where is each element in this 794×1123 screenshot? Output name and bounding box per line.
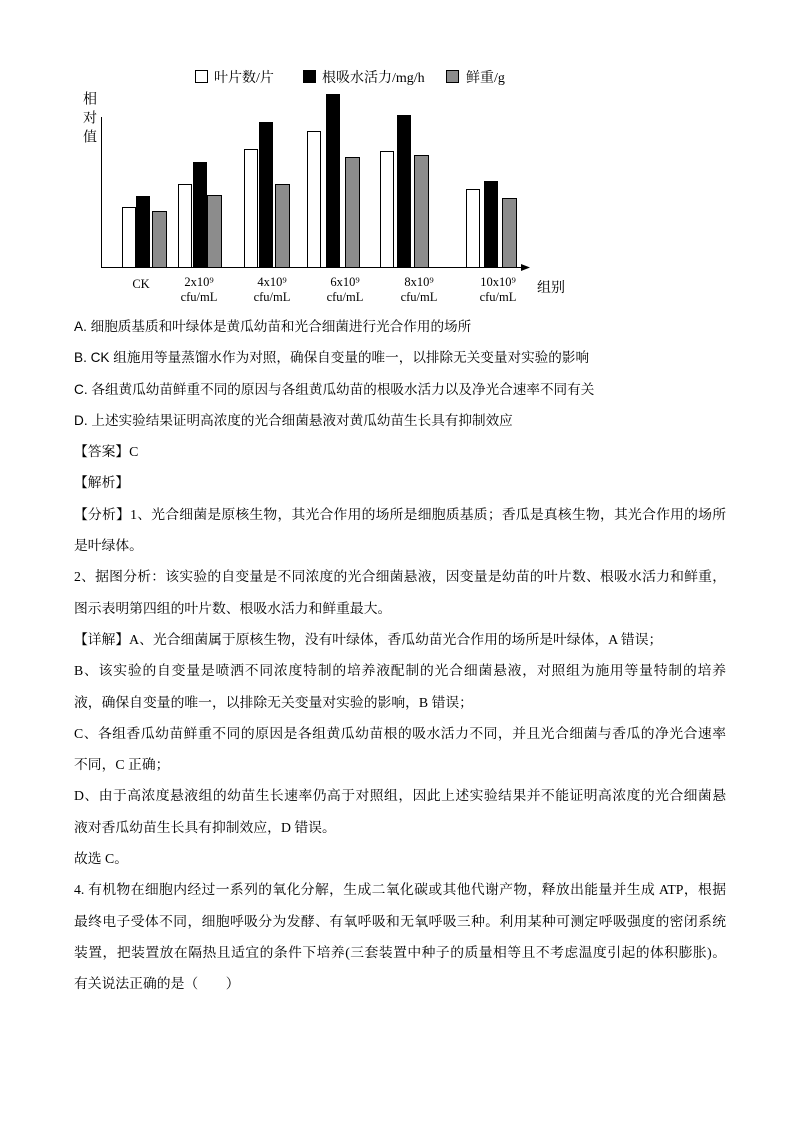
bar-fresh-weight-5 [503,199,517,268]
x-axis-arrow [521,264,530,271]
x-tick-label-3-1: cfu/mL [326,290,364,304]
question-line: 有关说法正确的是（ ） [74,976,240,992]
document-body [74,311,726,1000]
x-tick-label-5-1: cfu/mL [479,290,517,304]
x-tick-label-1-0: 2x10⁹ [184,275,214,289]
legend-label-root-water-absorption: 根吸水活力/mg/h [322,71,425,86]
detail-line: 【详解】A、光合细菌属于原核生物，没有叶绿体，香瓜幼苗光合作用的场所是叶绿体，A 错误； [74,631,663,647]
bar-leaf-count-5 [467,190,480,268]
x-tick-label-3-0: 6x10⁹ [330,275,360,289]
bar-fresh-weight-4 [415,156,429,268]
detail-line: 液，确保自变量的唯一，以排除无关变量对实验的影响，B 错误； [74,694,473,710]
bar-leaf-count-3 [308,132,321,268]
analysis-line: 是叶绿体。 [74,538,143,554]
detail-line: 液对香瓜幼苗生长具有抑制效应，D 错误。 [74,819,336,835]
bar-chart [0,0,794,310]
conclusion-line: 故选 C。 [74,851,129,867]
bar-root-water-absorption-0 [137,197,150,268]
bars [123,95,517,268]
analysis-line: 2、据图分析：该实验的自变量是不同浓度的光合细菌悬液，因变量是幼苗的叶片数、根吸水活力和鲜重， [74,569,726,585]
bar-fresh-weight-1 [208,196,222,268]
bar-root-water-absorption-4 [398,116,411,268]
detail-line: C、各组香瓜幼苗鲜重不同的原因是各组黄瓜幼苗根的吸水活力不同，并且光合细菌与香瓜的净光合速率 [74,725,726,741]
bar-root-water-absorption-5 [485,182,498,268]
legend-swatch-root-water-absorption [304,71,316,83]
legend-swatch-leaf-count [196,71,208,83]
question-line: 装置，把装置放在隔热且适宜的条件下培养(三套装置中种子的质量相等且不考虑温度引起的体积膨胀)。 [74,944,726,960]
x-tick-label-2-1: cfu/mL [253,290,291,304]
bar-fresh-weight-0 [153,212,167,268]
x-tick-labels [132,275,516,304]
question-line: 最终电子受体不同，细胞呼吸分为发酵、有氧呼吸和无氧呼吸三种。利用某种可测定呼吸强度的密闭系统 [74,913,726,929]
bar-root-water-absorption-1 [194,163,207,268]
analysis-line: 【分析】1、光合细菌是原核生物，其光合作用的场所是细胞质基质；香瓜是真核生物，其光合作用的场所 [74,506,726,522]
x-tick-label-4-1: cfu/mL [400,290,438,304]
legend-label-fresh-weight: 鲜重/g [466,71,505,86]
x-axis-label: 组别 [537,281,565,296]
x-tick-label-4-0: 8x10⁹ [404,275,434,289]
bar-leaf-count-2 [245,150,258,268]
option-c: C. 各组黄瓜幼苗鲜重不同的原因与各组黄瓜幼苗的根吸水活力以及净光合速率不同有关 [74,381,595,397]
bar-root-water-absorption-2 [260,123,273,268]
bar-root-water-absorption-3 [327,95,340,268]
bar-leaf-count-1 [179,185,192,268]
legend-swatch-fresh-weight [447,71,459,83]
detail-line: 不同，C 正确； [74,757,170,773]
x-tick-label-2-0: 4x10⁹ [257,275,287,289]
legend-label-leaf-count: 叶片数/片 [214,71,274,86]
question-line: 4. 有机物在细胞内经过一系列的氧化分解，生成二氧化碳或其他代谢产物，释放出能量并生成 ATP，根据 [74,882,726,898]
bar-leaf-count-0 [123,208,136,268]
option-b: B. CK 组施用等量蒸馏水作为对照，确保自变量的唯一，以排除无关变量对实验的影响 [74,350,590,366]
option-d: D. 上述实验结果证明高浓度的光合细菌悬液对黄瓜幼苗生长具有抑制效应 [74,412,513,428]
analysis-line: 图示表明第四组的叶片数、根吸水活力和鲜重最大。 [74,600,392,616]
answer: 【答案】C [74,444,139,460]
detail-line: B、该实验的自变量是喷洒不同浓度特制的培养液配制的光合细菌悬液，对照组为施用等量特制的培养 [74,663,726,679]
bar-fresh-weight-2 [276,185,290,268]
x-tick-label-1-1: cfu/mL [180,290,218,304]
x-tick-label-0-0: CK [132,277,150,291]
bar-fresh-weight-3 [346,158,360,268]
option-a: A. 细胞质基质和叶绿体是黄瓜幼苗和光合细菌进行光合作用的场所 [74,319,472,334]
bar-leaf-count-4 [381,152,394,268]
x-tick-label-5-0: 10x10⁹ [480,275,516,289]
detail-line: D、由于高浓度悬液组的幼苗生长速率仍高于对照组，因此上述实验结果并不能证明高浓度的光合细菌悬 [74,788,726,804]
legend [196,69,505,86]
analysis-heading: 【解析】 [74,475,130,491]
y-axis-label: 相对值 [81,91,96,148]
